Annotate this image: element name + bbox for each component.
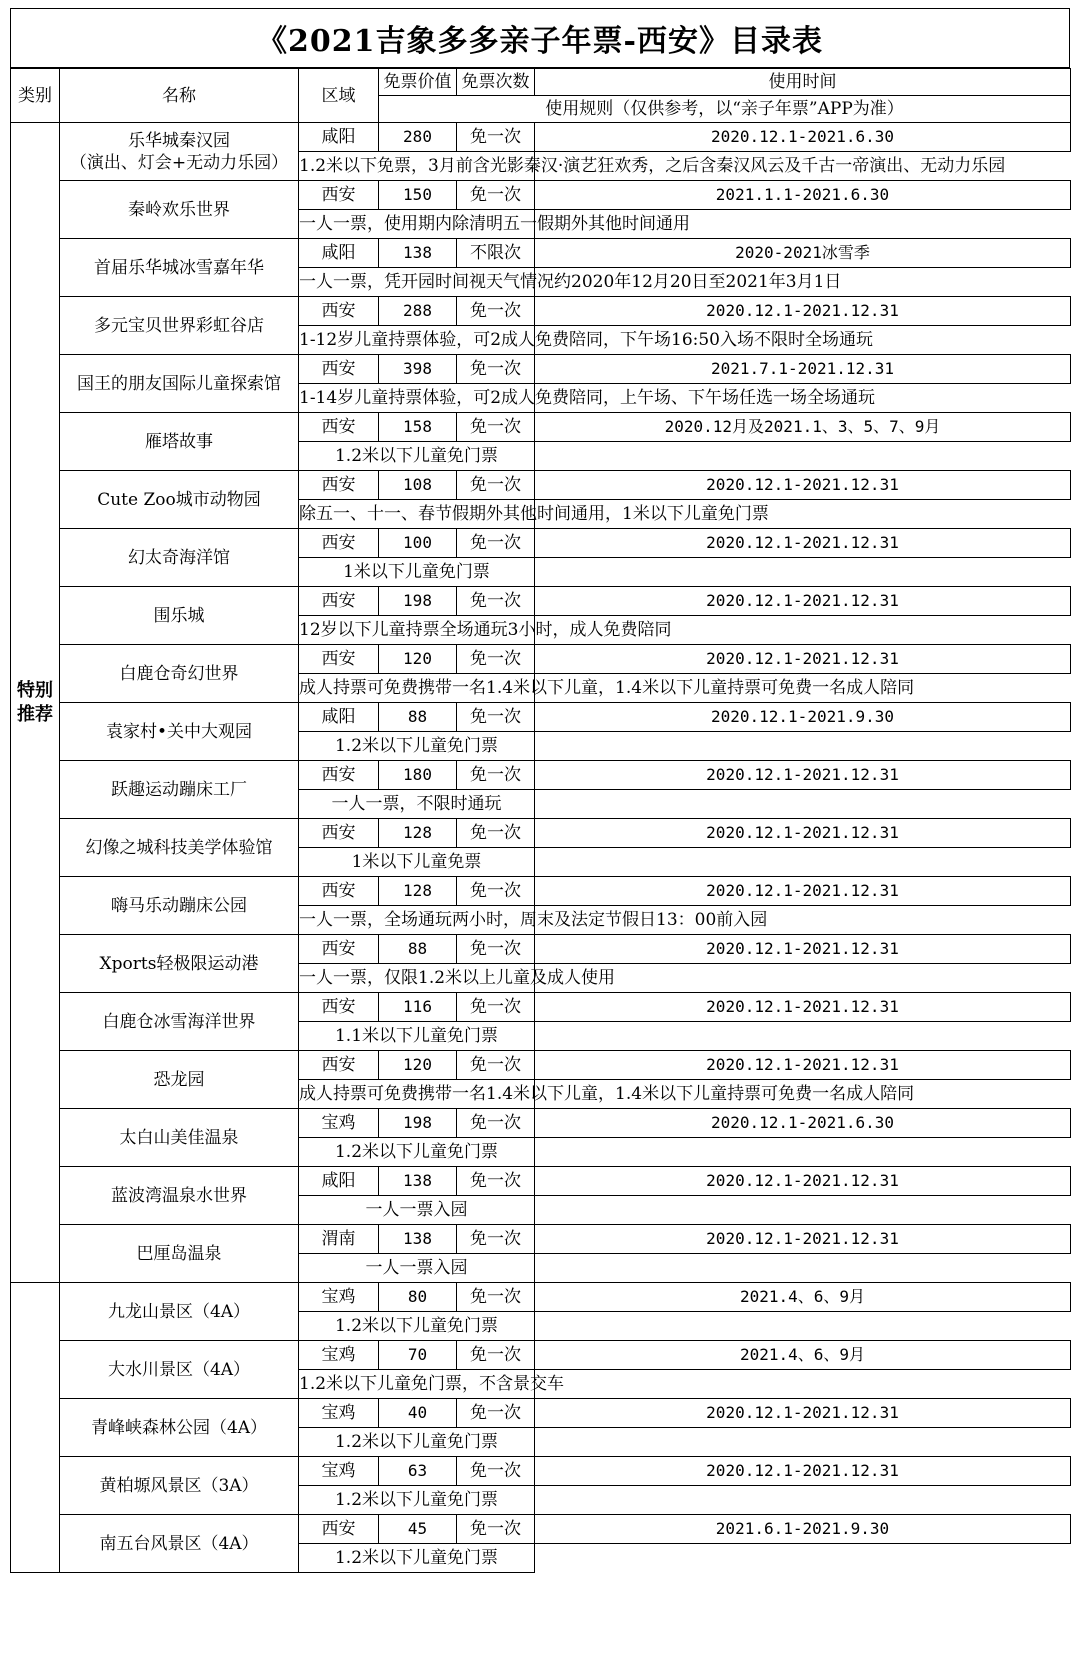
item-name: 幻太奇海洋馆	[60, 529, 299, 587]
item-times: 免一次	[457, 761, 535, 790]
item-value: 116	[379, 993, 457, 1022]
item-name: 黄柏塬风景区（3A）	[60, 1457, 299, 1515]
item-value: 198	[379, 587, 457, 616]
item-value: 128	[379, 819, 457, 848]
item-rule: 1.2米以下儿童免门票	[299, 1138, 535, 1167]
item-rule: 成人持票可免费携带一名1.4米以下儿童，1.4米以下儿童持票可免费一名成人陪同	[299, 1080, 535, 1109]
table-row	[11, 355, 1071, 384]
item-times: 免一次	[457, 471, 535, 500]
table-row	[11, 993, 1071, 1022]
item-period: 2020-2021冰雪季	[535, 239, 1071, 268]
item-value: 70	[379, 1341, 457, 1370]
item-value: 100	[379, 529, 457, 558]
item-rule: 1-14岁儿童持票体验，可2成人免费陪同，上午场、下午场任选一场全场通玩	[299, 384, 535, 413]
item-period: 2020.12.1-2021.12.31	[535, 1399, 1071, 1428]
item-name: 白鹿仓奇幻世界	[60, 645, 299, 703]
item-region: 宝鸡	[299, 1399, 379, 1428]
item-times: 免一次	[457, 297, 535, 326]
item-period: 2020.12.1-2021.12.31	[535, 1051, 1071, 1080]
item-region: 宝鸡	[299, 1341, 379, 1370]
item-region: 西安	[299, 529, 379, 558]
item-times: 免一次	[457, 877, 535, 906]
item-rule: 1-12岁儿童持票体验，可2成人免费陪同，下午场16:50入场不限时全场通玩	[299, 326, 535, 355]
item-region: 宝鸡	[299, 1109, 379, 1138]
table-row	[11, 239, 1071, 268]
header-value: 免票价值	[379, 69, 457, 96]
item-period: 2021.1.1-2021.6.30	[535, 181, 1071, 210]
item-name: 嗨马乐动蹦床公园	[60, 877, 299, 935]
item-name: 首届乐华城冰雪嘉年华	[60, 239, 299, 297]
item-period: 2020.12.1-2021.12.31	[535, 645, 1071, 674]
item-rule: 一人一票入园	[299, 1196, 535, 1225]
item-name: 围乐城	[60, 587, 299, 645]
item-region: 渭南	[299, 1225, 379, 1254]
item-name: Xports轻极限运动港	[60, 935, 299, 993]
table-row	[11, 181, 1071, 210]
item-times: 免一次	[457, 1457, 535, 1486]
table-row	[11, 297, 1071, 326]
item-value: 88	[379, 935, 457, 964]
item-name: 青峰峡森林公园（4A）	[60, 1399, 299, 1457]
item-name: 恐龙园	[60, 1051, 299, 1109]
item-rule: 一人一票，使用期内除清明五一假期外其他时间通用	[299, 210, 535, 239]
page-title: 《2021吉象多多亲子年票-西安》目录表	[10, 8, 1070, 68]
item-period: 2020.12月及2021.1、3、5、7、9月	[535, 413, 1071, 442]
item-value: 120	[379, 1051, 457, 1080]
item-times: 免一次	[457, 703, 535, 732]
item-rule: 成人持票可免费携带一名1.4米以下儿童，1.4米以下儿童持票可免费一名成人陪同	[299, 674, 535, 703]
item-region: 西安	[299, 1051, 379, 1080]
item-times: 免一次	[457, 529, 535, 558]
item-region: 西安	[299, 645, 379, 674]
table-row	[11, 761, 1071, 790]
item-period: 2020.12.1-2021.6.30	[535, 1109, 1071, 1138]
item-region: 西安	[299, 993, 379, 1022]
item-rule: 1.2米以下儿童免门票	[299, 1486, 535, 1515]
item-region: 宝鸡	[299, 1283, 379, 1312]
item-times: 免一次	[457, 413, 535, 442]
header-period: 使用时间	[535, 69, 1071, 96]
item-value: 108	[379, 471, 457, 500]
item-period: 2020.12.1-2021.12.31	[535, 471, 1071, 500]
table-row	[11, 1457, 1071, 1486]
item-times: 不限次	[457, 239, 535, 268]
item-value: 138	[379, 239, 457, 268]
item-rule: 1.2米以下儿童免门票	[299, 442, 535, 471]
item-rule: 1.2米以下儿童免门票	[299, 1544, 535, 1573]
catalog-table	[10, 68, 1071, 1573]
item-period: 2020.12.1-2021.12.31	[535, 993, 1071, 1022]
item-name: 跃趣运动蹦床工厂	[60, 761, 299, 819]
item-region: 西安	[299, 471, 379, 500]
item-period: 2020.12.1-2021.12.31	[535, 587, 1071, 616]
item-name: 乐华城秦汉园 （演出、灯会+无动力乐园）	[60, 123, 299, 181]
item-value: 138	[379, 1225, 457, 1254]
item-rule: 一人一票，仅限1.2米以上儿童及成人使用	[299, 964, 535, 993]
item-rule: 1米以下儿童免门票	[299, 558, 535, 587]
item-rule: 一人一票，凭开园时间视天气情况约2020年12月20日至2021年3月1日	[299, 268, 535, 297]
table-row	[11, 529, 1071, 558]
item-value: 180	[379, 761, 457, 790]
table-row	[11, 1051, 1071, 1080]
item-period: 2020.12.1-2021.12.31	[535, 877, 1071, 906]
table-row	[11, 877, 1071, 906]
item-value: 138	[379, 1167, 457, 1196]
item-name: Cute Zoo城市动物园	[60, 471, 299, 529]
item-value: 198	[379, 1109, 457, 1138]
item-times: 免一次	[457, 355, 535, 384]
item-period: 2021.6.1-2021.9.30	[535, 1515, 1071, 1544]
item-rule: 一人一票，不限时通玩	[299, 790, 535, 819]
item-rule: 一人一票入园	[299, 1254, 535, 1283]
table-row	[11, 645, 1071, 674]
table-row	[11, 471, 1071, 500]
item-region: 西安	[299, 935, 379, 964]
item-name: 多元宝贝世界彩虹谷店	[60, 297, 299, 355]
item-times: 免一次	[457, 1283, 535, 1312]
item-region: 西安	[299, 761, 379, 790]
item-region: 咸阳	[299, 123, 379, 152]
item-times: 免一次	[457, 935, 535, 964]
header-category: 类别	[11, 69, 60, 123]
item-value: 63	[379, 1457, 457, 1486]
item-name: 南五台风景区（4A）	[60, 1515, 299, 1573]
table-row	[11, 1283, 1071, 1312]
table-row	[11, 935, 1071, 964]
item-name: 大水川景区（4A）	[60, 1341, 299, 1399]
header-times: 免票次数	[457, 69, 535, 96]
item-times: 免一次	[457, 819, 535, 848]
item-times: 免一次	[457, 1051, 535, 1080]
table-row	[11, 1341, 1071, 1370]
item-times: 免一次	[457, 123, 535, 152]
item-period: 2020.12.1-2021.12.31	[535, 819, 1071, 848]
item-region: 西安	[299, 297, 379, 326]
item-period: 2021.4、6、9月	[535, 1341, 1071, 1370]
header-name: 名称	[60, 69, 299, 123]
item-period: 2020.12.1-2021.6.30	[535, 123, 1071, 152]
item-value: 128	[379, 877, 457, 906]
item-name: 秦岭欢乐世界	[60, 181, 299, 239]
item-region: 宝鸡	[299, 1457, 379, 1486]
category-cell	[11, 1283, 60, 1573]
item-region: 西安	[299, 587, 379, 616]
item-name: 幻像之城科技美学体验馆	[60, 819, 299, 877]
header-region: 区域	[299, 69, 379, 123]
item-region: 咸阳	[299, 1167, 379, 1196]
header-rules: 使用规则（仅供参考，以“亲子年票”APP为准）	[379, 96, 1071, 123]
table-row	[11, 413, 1071, 442]
item-times: 免一次	[457, 993, 535, 1022]
item-period: 2020.12.1-2021.9.30	[535, 703, 1071, 732]
item-rule: 12岁以下儿童持票全场通玩3小时，成人免费陪同	[299, 616, 535, 645]
item-rule: 1.2米以下儿童免门票	[299, 1428, 535, 1457]
item-period: 2020.12.1-2021.12.31	[535, 529, 1071, 558]
item-value: 45	[379, 1515, 457, 1544]
item-region: 西安	[299, 181, 379, 210]
item-times: 免一次	[457, 1225, 535, 1254]
item-period: 2021.7.1-2021.12.31	[535, 355, 1071, 384]
item-period: 2020.12.1-2021.12.31	[535, 761, 1071, 790]
item-period: 2020.12.1-2021.12.31	[535, 1457, 1071, 1486]
item-times: 免一次	[457, 1167, 535, 1196]
item-value: 398	[379, 355, 457, 384]
table-row	[11, 1225, 1071, 1254]
item-name: 白鹿仓冰雪海洋世界	[60, 993, 299, 1051]
table-row	[11, 1109, 1071, 1138]
item-region: 西安	[299, 1515, 379, 1544]
item-rule: 1.2米以下儿童免门票	[299, 1312, 535, 1341]
item-times: 免一次	[457, 1109, 535, 1138]
item-name: 蓝波湾温泉水世界	[60, 1167, 299, 1225]
item-times: 免一次	[457, 1341, 535, 1370]
item-value: 158	[379, 413, 457, 442]
table-row	[11, 1515, 1071, 1544]
item-region: 西安	[299, 877, 379, 906]
category-cell: 特别 推荐	[11, 123, 60, 1283]
item-value: 88	[379, 703, 457, 732]
item-times: 免一次	[457, 587, 535, 616]
item-value: 80	[379, 1283, 457, 1312]
item-value: 288	[379, 297, 457, 326]
item-period: 2021.4、6、9月	[535, 1283, 1071, 1312]
item-region: 咸阳	[299, 239, 379, 268]
item-rule: 1.1米以下儿童免门票	[299, 1022, 535, 1051]
item-region: 咸阳	[299, 703, 379, 732]
item-region: 西安	[299, 355, 379, 384]
item-times: 免一次	[457, 1399, 535, 1428]
item-period: 2020.12.1-2021.12.31	[535, 935, 1071, 964]
item-name: 袁家村•关中大观园	[60, 703, 299, 761]
item-name: 太白山美佳温泉	[60, 1109, 299, 1167]
item-name: 九龙山景区（4A）	[60, 1283, 299, 1341]
item-value: 120	[379, 645, 457, 674]
item-rule: 1.2米以下儿童免门票，不含景交车	[299, 1370, 535, 1399]
table-row	[11, 123, 1071, 152]
item-value: 40	[379, 1399, 457, 1428]
item-rule: 1.2米以下儿童免门票	[299, 732, 535, 761]
table-row	[11, 1167, 1071, 1196]
item-times: 免一次	[457, 1515, 535, 1544]
item-period: 2020.12.1-2021.12.31	[535, 1167, 1071, 1196]
table-row	[11, 587, 1071, 616]
item-region: 西安	[299, 819, 379, 848]
table-row	[11, 703, 1071, 732]
header-row	[11, 69, 1071, 96]
item-name: 国王的朋友国际儿童探索馆	[60, 355, 299, 413]
item-period: 2020.12.1-2021.12.31	[535, 297, 1071, 326]
item-value: 150	[379, 181, 457, 210]
item-rule: 1米以下儿童免票	[299, 848, 535, 877]
item-rule: 除五一、十一、春节假期外其他时间通用，1米以下儿童免门票	[299, 500, 535, 529]
item-name: 巴厘岛温泉	[60, 1225, 299, 1283]
item-region: 西安	[299, 413, 379, 442]
item-period: 2020.12.1-2021.12.31	[535, 1225, 1071, 1254]
table-row	[11, 819, 1071, 848]
item-value: 280	[379, 123, 457, 152]
table-row	[11, 1399, 1071, 1428]
item-times: 免一次	[457, 645, 535, 674]
item-rule: 1.2米以下免票，3月前含光影秦汉·演艺狂欢秀，之后含秦汉风云及千古一帝演出、无动力乐园	[299, 152, 535, 181]
item-times: 免一次	[457, 181, 535, 210]
item-rule: 一人一票，全场通玩两小时，周末及法定节假日13：00前入园	[299, 906, 535, 935]
item-name: 雁塔故事	[60, 413, 299, 471]
